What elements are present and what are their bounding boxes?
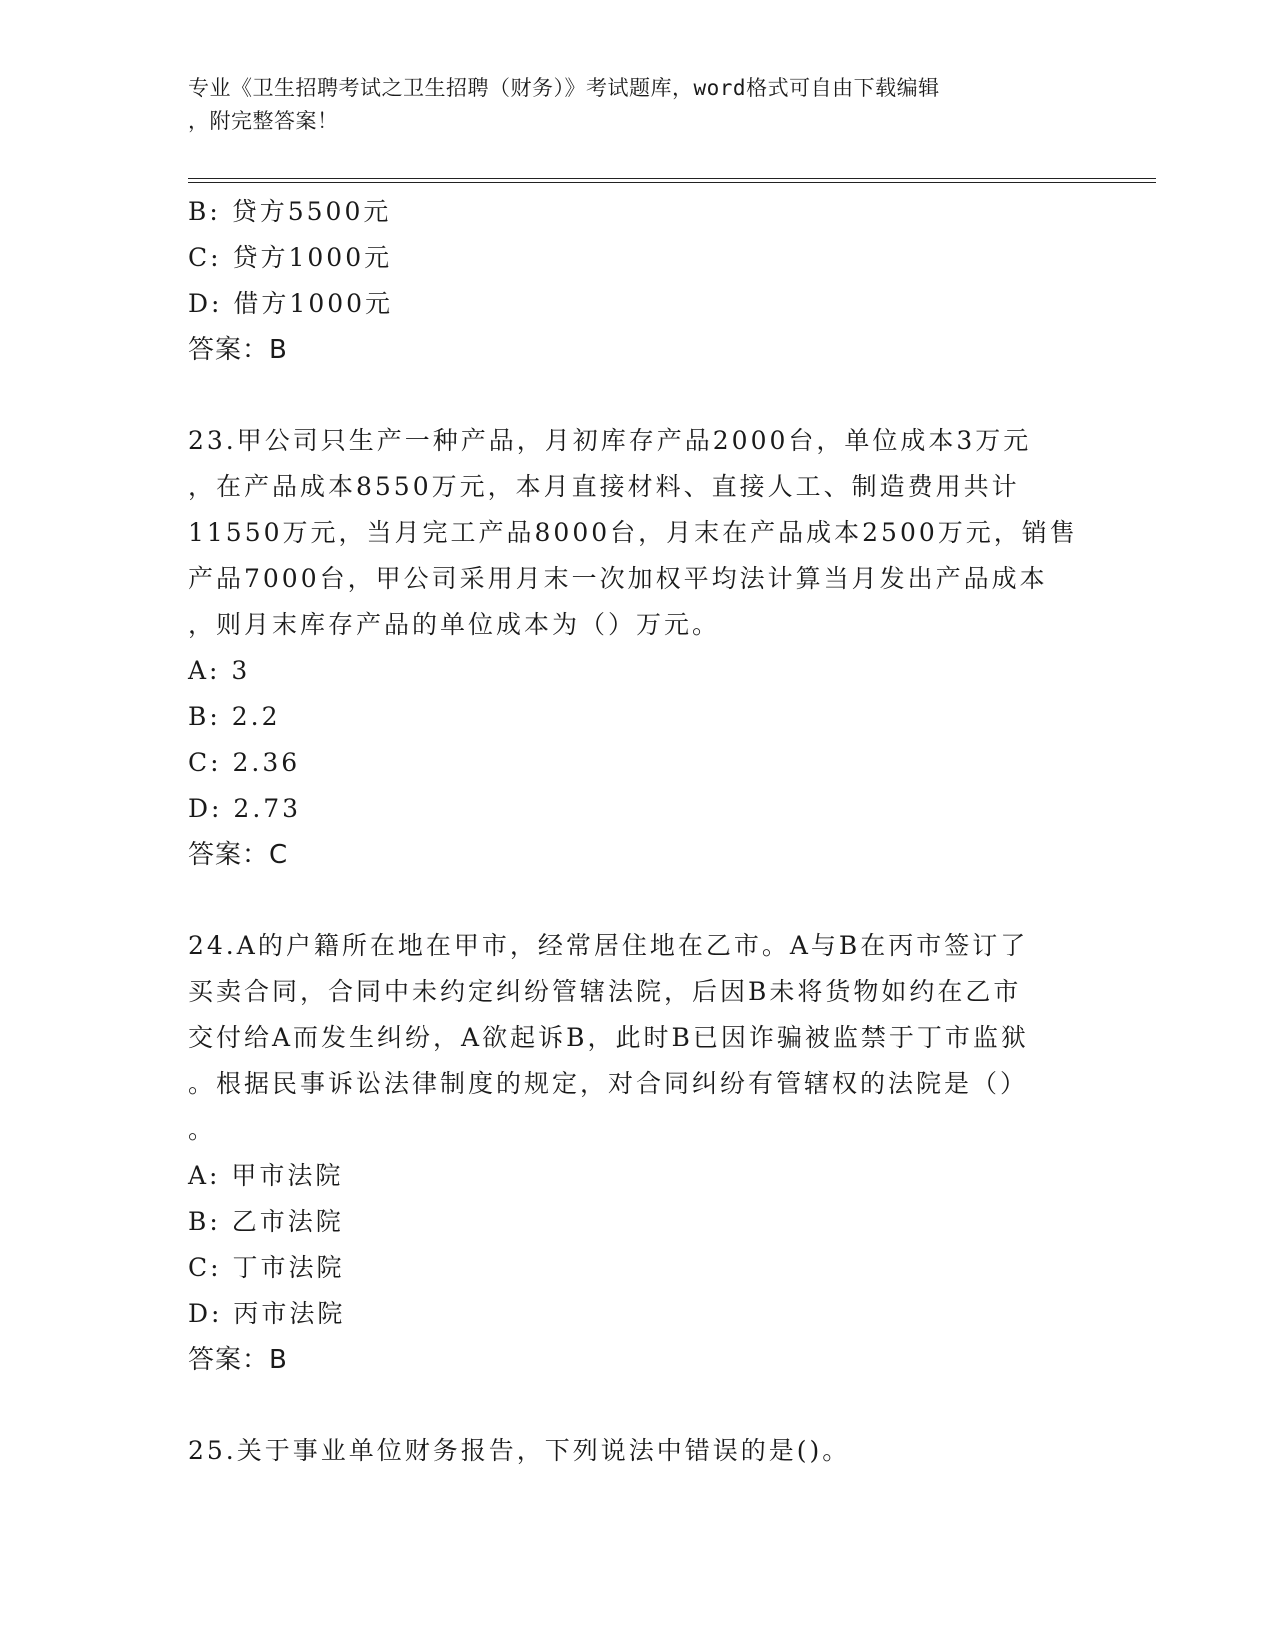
- question-text: 产品7000台，甲公司采用月末一次加权平均法计算当月发出产品成本: [188, 564, 1048, 593]
- question-22-tail: [188, 189, 1088, 373]
- option: A: 甲市法院: [188, 1161, 344, 1190]
- document-header: [188, 72, 1088, 138]
- spacer: [188, 1383, 1088, 1428]
- option: D: 借方1000元: [188, 289, 394, 318]
- header-line: ，附完整答案！: [188, 109, 339, 133]
- question-text: ，在产品成本8550万元，本月直接材料、直接人工、制造费用共计: [188, 472, 1020, 501]
- option: A: 3: [188, 656, 251, 685]
- question-text: 交付给A而发生纠纷，A欲起诉B，此时B已因诈骗被监禁于丁市监狱: [188, 1023, 1029, 1052]
- option: C: 2.36: [188, 748, 301, 777]
- option: B: 贷方5500元: [188, 197, 392, 226]
- question-23: [188, 418, 1088, 878]
- spacer: [188, 373, 1088, 418]
- question-text: 23.甲公司只生产一种产品，月初库存产品2000台，单位成本3万元: [188, 426, 1032, 455]
- answer: 答案：B: [188, 335, 288, 365]
- option: C: 贷方1000元: [188, 243, 393, 272]
- option: B: 2.2: [188, 702, 281, 731]
- answer: 答案：C: [188, 840, 289, 870]
- answer: 答案：B: [188, 1345, 288, 1375]
- question-text: 。: [188, 1115, 217, 1144]
- question-text: 24.A的户籍所在地在甲市，经常居住地在乙市。A与B在丙市签订了: [188, 931, 1029, 960]
- question-text: 25.关于事业单位财务报告，下列说法中错误的是()。: [188, 1436, 851, 1465]
- question-text: ，则月末库存产品的单位成本为（）万元。: [188, 610, 721, 639]
- option: C: 丁市法院: [188, 1253, 345, 1282]
- option: D: 丙市法院: [188, 1299, 346, 1328]
- question-list: [188, 189, 1088, 1474]
- option: B: 乙市法院: [188, 1207, 344, 1236]
- spacer: [188, 878, 1088, 923]
- question-text: 11550万元，当月完工产品8000台，月末在产品成本2500万元，销售: [188, 518, 1078, 547]
- header-line: 专业《卫生招聘考试之卫生招聘（财务）》考试题库，word格式可自由下载编辑: [188, 76, 940, 100]
- question-24: [188, 923, 1088, 1383]
- question-25: [188, 1428, 1088, 1474]
- header-rule: [188, 178, 1156, 179]
- question-text: 买卖合同，合同中未约定纠纷管辖法院，后因B未将货物如约在乙市: [188, 977, 1022, 1006]
- header-rule: [188, 182, 1156, 183]
- question-text: 。根据民事诉讼法律制度的规定，对合同纠纷有管辖权的法院是（）: [188, 1069, 1029, 1098]
- option: D: 2.73: [188, 794, 302, 823]
